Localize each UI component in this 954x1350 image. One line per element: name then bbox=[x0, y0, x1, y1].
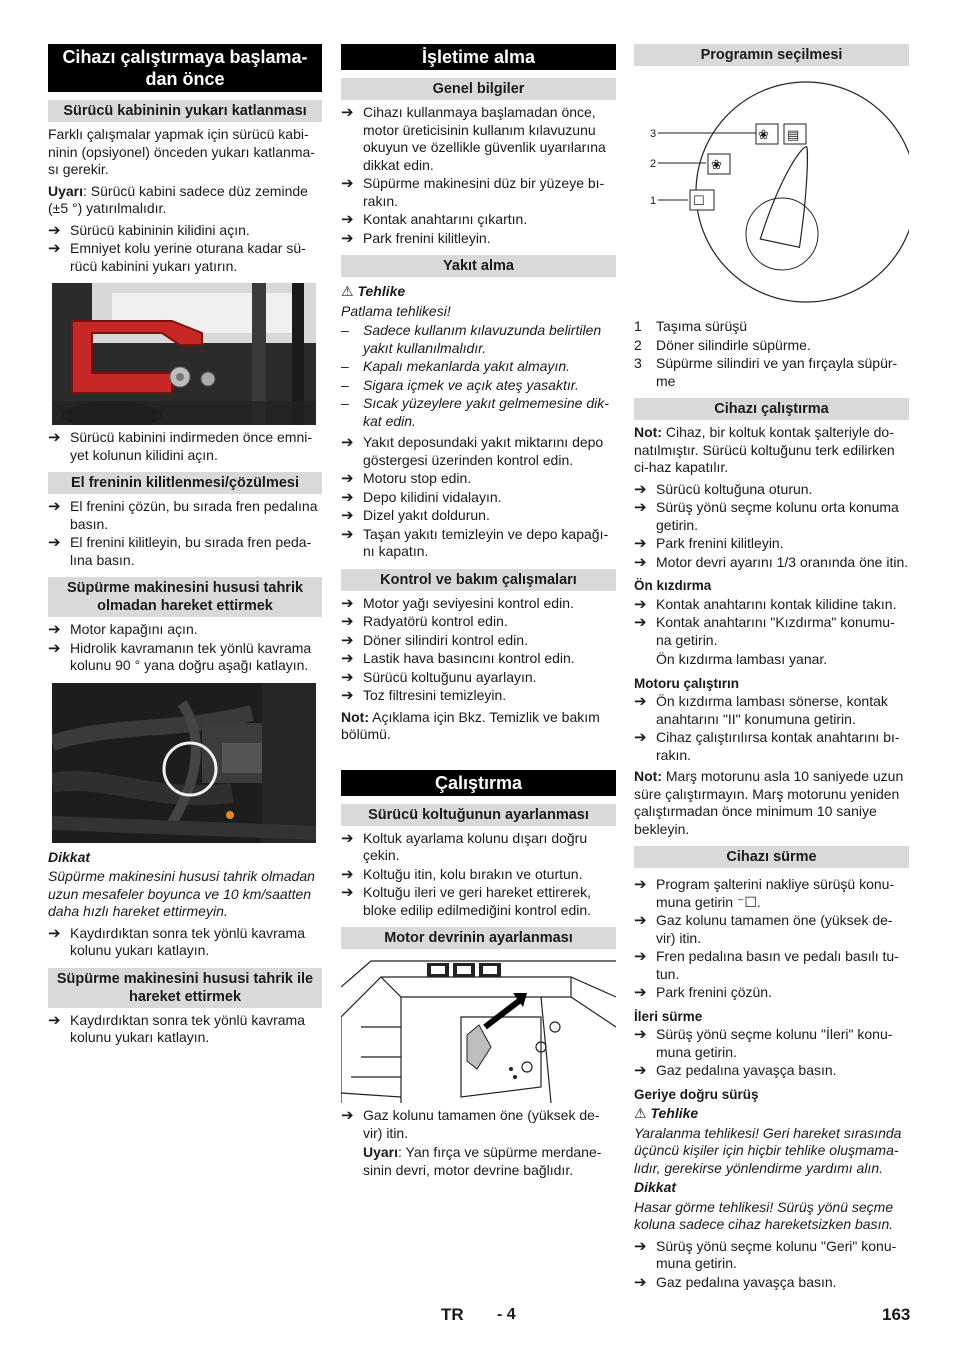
callout-3: 3 bbox=[650, 128, 657, 140]
danger-label: Tehlike bbox=[357, 283, 406, 299]
subheading-forward: İleri sürme bbox=[634, 1008, 703, 1024]
heading-seat-adjust: Sürücü koltuğunun ayarlanması bbox=[341, 804, 616, 826]
list-item: ➔ Program şalterini nakliye sürüşü konu-muna getirin ⁻☐. bbox=[634, 876, 909, 911]
note-maintenance bbox=[341, 709, 616, 744]
danger-text: Patlama tehlikesi! bbox=[341, 302, 451, 319]
roller-icon: ❀ bbox=[711, 157, 722, 172]
warning-label: Uyarı bbox=[48, 182, 84, 199]
list-item: ➔ Sürüş yönü seçme kolunu orta konuma getirin. bbox=[634, 499, 909, 534]
heading-refuelling: Yakıt alma bbox=[341, 255, 616, 277]
list-item: ➔ Koltuğu ileri ve geri hareket ettirerek, bloke edilip edilmediğini kontrol edin. bbox=[341, 884, 616, 919]
list-item: ➔ Taşan yakıtı temizleyin ve depo kapağı-nı kapatın. bbox=[341, 526, 616, 561]
steps-driving bbox=[634, 876, 909, 1002]
steps-reverse bbox=[634, 1238, 909, 1292]
list-item: ➔ Koltuk ayarlama kolunu dışarı doğru çekin. bbox=[341, 830, 616, 865]
dashes-refuelling bbox=[341, 322, 616, 430]
list-item: ➔ Cihazı kullanmaya başlamadan önce, motor üreticisinin kullanım kılavuzunu okuyun ve özellikle güvenlik uyarılarına dikkat edin. bbox=[341, 104, 616, 174]
list-item: – Kapalı mekanlarda yakıt almayın. bbox=[341, 358, 616, 376]
list-item: – Sadece kullanım kılavuzunda belirtilen yakıt kullanılmalıdır. bbox=[341, 322, 616, 357]
steps-cab-tilt bbox=[48, 222, 322, 276]
section-title-operation: Çalıştırma bbox=[341, 770, 616, 796]
transport-icon: ☐ bbox=[693, 193, 705, 208]
steps-preheat bbox=[634, 596, 909, 650]
list-item: ➔ Kaydırdıktan sonra tek yönlü kavrama kolunu yukarı katlayın. bbox=[48, 1012, 322, 1047]
steps-handbrake bbox=[48, 498, 322, 569]
drawing-program-switch bbox=[634, 74, 909, 314]
column-3 bbox=[634, 44, 909, 1291]
note-label: Not: bbox=[634, 424, 662, 440]
list-item: ➔ Koltuğu itin, kolu bırakın ve oturtun. bbox=[341, 866, 616, 884]
legend-item: 1 Taşıma sürüşü bbox=[634, 318, 748, 334]
section-title-commissioning: İşletime alma bbox=[341, 44, 616, 70]
danger-text: Yaralanma tehlikesi! Geri hareket sırasında üçüncü kişiler için hiçbir tehlike oluşmama-lıdır, gerekirse yönlendirme yardımı alın. bbox=[634, 1124, 902, 1176]
list-item: ➔ Park frenini kilitleyin. bbox=[634, 535, 909, 553]
warning-triangle-icon: ⚠ bbox=[634, 1105, 647, 1121]
heading-start-device: Cihazı çalıştırma bbox=[634, 398, 909, 420]
danger-label: Tehlike bbox=[650, 1105, 699, 1121]
legend-item: 3 Süpürme silindiri ve yan fırçayla süpür-me bbox=[634, 355, 898, 389]
transport-mode-icon: ⁻☐ bbox=[736, 893, 757, 910]
callout-1: 1 bbox=[650, 195, 657, 207]
caution-label: Dikkat bbox=[634, 1179, 677, 1195]
heading-handbrake: El freninin kilitlenmesi/çözülmesi bbox=[48, 472, 322, 494]
photo-hydraulic-clutch-lever bbox=[52, 683, 322, 843]
legend-program bbox=[634, 318, 909, 390]
list-item: ➔ Kontak anahtarını çıkartın. bbox=[341, 211, 616, 229]
list-item: ➔ Emniyet kolu yerine oturana kadar sü-rücü kabinini yukarı yatırın. bbox=[48, 240, 322, 275]
caution-label: Dikkat bbox=[48, 848, 91, 865]
steps-refuelling bbox=[341, 434, 616, 561]
column-1 bbox=[48, 44, 322, 1047]
list-item: ➔ Motor devri ayarını 1/3 oranında öne itin. bbox=[634, 554, 909, 572]
steps-after-move bbox=[48, 925, 322, 960]
subheading-start-engine: Motoru çalıştırın bbox=[634, 675, 740, 691]
list-item: ➔ Sürücü koltuğunu ayarlayın. bbox=[341, 669, 616, 687]
list-item: ➔ Kontak anahtarını kontak kilidine takın. bbox=[634, 596, 909, 614]
list-item: ➔ Sürüş yönü seçme kolunu "İleri" konu-muna getirin. bbox=[634, 1026, 909, 1061]
list-item: ➔ Sürücü koltuğuna oturun. bbox=[634, 481, 909, 499]
callout-2: 2 bbox=[650, 158, 657, 170]
brush-icon: ❀ bbox=[758, 127, 769, 142]
list-item: ➔ Hidrolik kavramanın tek yönlü kavrama kolunu 90 ° yana doğru aşağı katlayın. bbox=[48, 640, 322, 675]
list-item: ➔ Sürücü kabinini indirmeden önce emni-yet kolunun kilidini açın. bbox=[48, 429, 322, 464]
list-item: ➔ Sürücü kabininin kilidini açın. bbox=[48, 222, 322, 240]
warning-text: : Yan fırça ve süpürme merdane-sinin devri, motor devrine bağlıdır. bbox=[363, 1144, 602, 1178]
heading-engine-speed: Motor devrinin ayarlanması bbox=[341, 927, 616, 949]
list-item: ➔ Lastik hava basıncını kontrol edin. bbox=[341, 650, 616, 668]
drawing-throttle-lever bbox=[341, 957, 616, 1103]
note-text: Açıklama için Bkz. Temizlik ve bakım bölümü. bbox=[341, 708, 600, 742]
list-item: ➔ Sürüş yönü seçme kolunu "Geri" konu-muna getirin. bbox=[634, 1238, 909, 1273]
danger-heading bbox=[634, 1105, 909, 1123]
photo-cab-safety-lever bbox=[52, 283, 322, 425]
list-item: ➔ Ön kızdırma lambası sönerse, kontak anahtarını "II" konumuna getirin. bbox=[634, 693, 909, 728]
subheading-preheat: Ön kızdırma bbox=[634, 578, 712, 593]
heading-program-select: Programın seçilmesi bbox=[634, 44, 909, 66]
list-item: ➔ Motor yağı seviyesini kontrol edin. bbox=[341, 595, 616, 613]
heading-cab-tilt: Sürücü kabininin yukarı katlanması bbox=[48, 100, 322, 122]
steps-start-engine bbox=[634, 693, 909, 764]
steps-seat-adjust bbox=[341, 830, 616, 920]
heading-general-info: Genel bilgiler bbox=[341, 78, 616, 100]
list-item: ➔ Kaydırdıktan sonra tek yönlü kavrama kolunu yukarı katlayın. bbox=[48, 925, 322, 960]
list-item: ➔ El frenini kilitleyin, bu sırada fren peda-lına basın. bbox=[48, 534, 322, 569]
list-item: ➔ Döner silindiri kontrol edin. bbox=[341, 632, 616, 650]
note-seat-switch bbox=[634, 424, 909, 477]
footer-section-page: - 4 bbox=[497, 1306, 516, 1323]
steps-move-without-drive bbox=[48, 621, 322, 675]
warning-engine-speed bbox=[341, 1144, 616, 1179]
list-item: ➔ Dizel yakıt doldurun. bbox=[341, 507, 616, 525]
list-item: ➔ Gaz pedalına yavaşça basın. bbox=[634, 1062, 909, 1080]
list-item: ➔ Cihaz çalıştırılırsa kontak anahtarını bı-rakın. bbox=[634, 729, 909, 764]
steps-forward bbox=[634, 1026, 909, 1080]
warning-triangle-icon: ⚠ bbox=[341, 283, 354, 299]
note-label: Not: bbox=[634, 768, 662, 784]
list-item: ➔ Depo kilidini vidalayın. bbox=[341, 489, 616, 507]
list-item: ➔ Süpürme makinesini düz bir yüzeye bı-rakın. bbox=[341, 175, 616, 210]
list-item: ➔ Gaz kolunu tamamen öne (yüksek de-vir) itin. bbox=[341, 1107, 616, 1142]
heading-driving: Cihazı sürme bbox=[634, 846, 909, 868]
heading-maintenance: Kontrol ve bakım çalışmaları bbox=[341, 569, 616, 591]
heading-move-with-drive: Süpürme makinesini hususi tahrik ile hareket ettirmek bbox=[48, 968, 322, 1008]
list-item: ➔ Motoru stop edin. bbox=[341, 470, 616, 488]
list-item: – Sigara içmek ve açık ateş yasaktır. bbox=[341, 377, 616, 395]
list-item: ➔ Gaz pedalına yavaşça basın. bbox=[634, 1274, 909, 1292]
list-item: ➔ Park frenini kilitleyin. bbox=[341, 230, 616, 248]
list-item: ➔ Kontak anahtarını "Kızdırma" konumu-na getirin. bbox=[634, 614, 909, 649]
note-text: Cihaz, bir koltuk kontak şalteriyle do-natılmıştır. Sürücü koltuğunu terk edilirken ci-haz kapatılır. bbox=[634, 424, 895, 475]
list-item: – Sıcak yüzeylere yakıt gelmemesine dik-kat edin. bbox=[341, 395, 616, 430]
column-2 bbox=[341, 44, 616, 1179]
paragraph-cab-warning bbox=[48, 183, 322, 218]
steps-move-with-drive bbox=[48, 1012, 322, 1047]
caution-text: Hasar görme tehlikesi! Sürüş yönü seçme koluna sadece cihaz hareketsizken basın. bbox=[634, 1198, 894, 1232]
list-item: ➔ Park frenini çözün. bbox=[634, 984, 909, 1002]
list-item: ➔ Toz filtresini temizleyin. bbox=[341, 687, 616, 705]
note-label: Not: bbox=[341, 708, 369, 725]
danger-heading bbox=[341, 283, 616, 301]
sweeper-icon: ▤ bbox=[787, 127, 800, 142]
steps-start-device bbox=[634, 481, 909, 572]
list-item: ➔ Yakıt deposundaki yakıt miktarını depo göstergesi üzerinden kontrol edin. bbox=[341, 434, 616, 469]
preheat-result: Ön kızdırma lambası yanar. bbox=[656, 651, 828, 667]
note-text: Marş motorunu asla 10 saniyede uzun süre çalıştırmayın. Marş motorunu yeniden çalıştırmadan önce minimum 10 saniye bekleyin. bbox=[634, 768, 904, 837]
note-starter bbox=[634, 768, 909, 838]
section-title-before-start: Cihazı çalıştırmaya başlama-dan önce bbox=[48, 44, 322, 92]
steps-maintenance bbox=[341, 595, 616, 705]
warning-text: : Sürücü kabini sadece düz zeminde (±5 °) yatırılmalıdır. bbox=[48, 182, 308, 216]
caution-text: Süpürme makinesini hususi tahrik olmadan uzun mesafeler boyunca ve 10 km/saatten daha hızlı hareket ettirmeyin. bbox=[48, 868, 315, 919]
steps-engine-speed bbox=[341, 1107, 616, 1142]
list-item: ➔ Radyatörü kontrol edin. bbox=[341, 613, 616, 631]
heading-move-without-drive: Süpürme makinesini hususi tahrik olmadan hareket ettirmek bbox=[48, 577, 322, 617]
list-item: ➔ Motor kapağını açın. bbox=[48, 621, 322, 639]
warning-label: Uyarı bbox=[363, 1144, 399, 1160]
subheading-reverse: Geriye doğru sürüş bbox=[634, 1086, 759, 1102]
list-item: ➔ Gaz kolunu tamamen öne (yüksek de-vir) itin. bbox=[634, 912, 909, 947]
paragraph-cab-intro: Farklı çalışmalar yapmak için sürücü kabi-ninin (opsiyonel) önceden yukarı katlanma-sı gerekir. bbox=[48, 126, 315, 177]
steps-cab-lower bbox=[48, 429, 322, 464]
footer-language: TR bbox=[441, 1305, 464, 1324]
legend-item: 2 Döner silindirle süpürme. bbox=[634, 336, 811, 353]
steps-general-info bbox=[341, 104, 616, 247]
footer-page-number: 163 bbox=[882, 1305, 911, 1324]
list-item: ➔ Fren pedalına basın ve pedalı basılı tu-tun. bbox=[634, 948, 909, 983]
list-item: ➔ El frenini çözün, bu sırada fren pedalına basın. bbox=[48, 498, 322, 533]
